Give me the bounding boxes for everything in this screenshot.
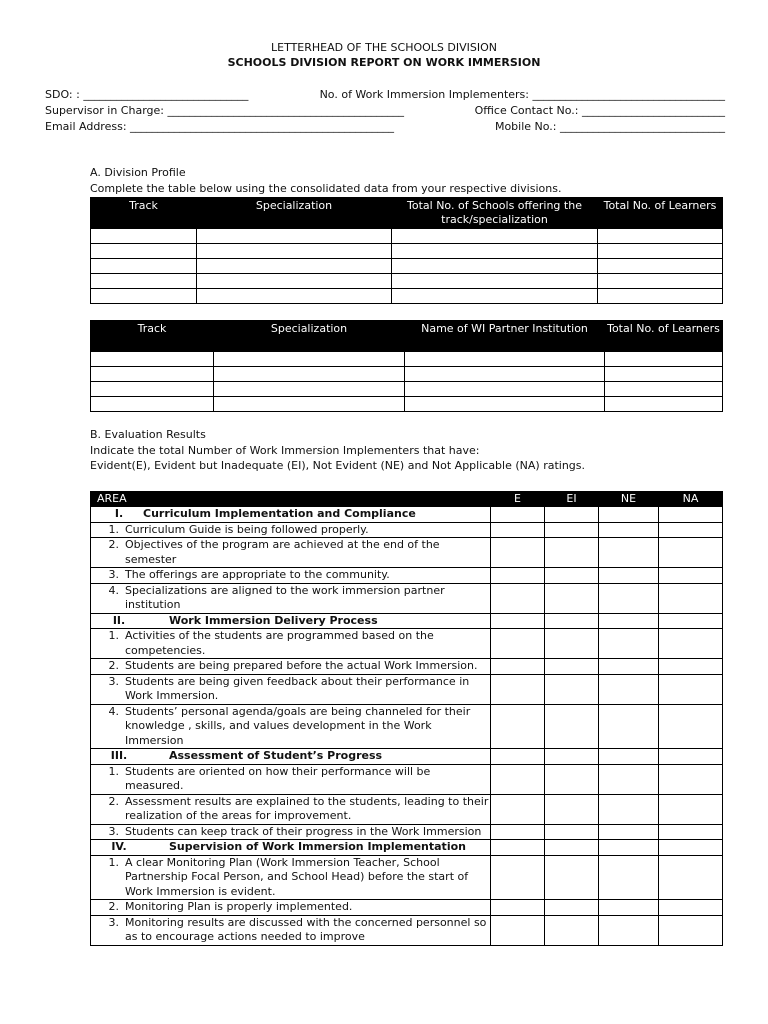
table-cell[interactable] (197, 244, 392, 259)
criterion-number: 1. (108, 764, 119, 778)
rating-cell-e[interactable] (491, 900, 545, 916)
table-cell[interactable] (598, 259, 723, 274)
rating-cell-na[interactable] (659, 674, 723, 704)
rating-cell-e[interactable] (491, 629, 545, 659)
letterhead-line: LETTERHEAD OF THE SCHOOLS DIVISION (270, 41, 497, 54)
criterion-number: 4. (108, 704, 119, 718)
criterion-text: Assessment results are explained to the students, leading to their realization of the areas for improvement. (125, 794, 489, 822)
table-cell[interactable] (392, 229, 598, 244)
rating-cell-na[interactable] (659, 840, 723, 856)
criterion (95, 675, 490, 704)
table-cell[interactable] (392, 289, 598, 304)
rating-cell-ei[interactable] (545, 583, 599, 613)
table-cell[interactable] (91, 367, 214, 382)
field-row-2 (45, 103, 725, 119)
rating-cell-na[interactable] (659, 613, 723, 629)
rating-cell-ne[interactable] (599, 749, 659, 765)
table-cell[interactable] (91, 259, 197, 274)
table-cell[interactable] (392, 274, 598, 289)
rating-cell-e[interactable] (491, 840, 545, 856)
section-a-instruction: Complete the table below using the consolidated data from your respective divisions. (90, 182, 562, 195)
rating-cell-ne[interactable] (599, 629, 659, 659)
rating-cell-na[interactable] (659, 507, 723, 523)
criterion-text: Students are being given feedback about their performance in Work Immersion. (125, 674, 470, 702)
section-row (91, 507, 723, 523)
rating-cell-ne[interactable] (599, 613, 659, 629)
criterion-number: 2. (108, 538, 119, 551)
rating-cell-ne[interactable] (599, 764, 659, 794)
rating-cell-ei[interactable] (545, 915, 599, 945)
section-header-cell (91, 840, 491, 856)
criterion-row (91, 568, 723, 584)
criterion-number: 3. (108, 674, 119, 688)
section-header-cell (91, 507, 491, 523)
section-heading (95, 507, 490, 522)
table-cell[interactable] (405, 382, 605, 397)
table-cell[interactable] (197, 229, 392, 244)
table-cell[interactable] (91, 244, 197, 259)
section-title: Supervision of Work Immersion Implementation (169, 840, 466, 853)
rating-cell-ne[interactable] (599, 568, 659, 584)
evaluation-results-table (90, 491, 723, 946)
col-header-na: NA (659, 492, 723, 507)
table-cell[interactable] (91, 274, 197, 289)
rating-cell-ne[interactable] (599, 659, 659, 675)
col-header-specialization: Specialization (214, 321, 405, 352)
rating-cell-ei[interactable] (545, 855, 599, 900)
rating-cell-ne[interactable] (599, 522, 659, 538)
col-header-ne: NE (599, 492, 659, 507)
section-title: Assessment of Student’s Progress (169, 749, 383, 762)
rating-cell-e[interactable] (491, 659, 545, 675)
criterion (95, 584, 490, 613)
section-b-line2: Evident(E), Evident but Inadequate (EI), Not Evident (NE) and Not Applicable (NA) ratings. (90, 459, 586, 472)
criterion (95, 825, 490, 840)
rating-cell-ei[interactable] (545, 522, 599, 538)
table-row (91, 259, 723, 274)
criterion-row (91, 704, 723, 749)
criterion (95, 568, 490, 583)
rating-cell-ei[interactable] (545, 794, 599, 824)
section-heading (95, 749, 490, 764)
field-row-3 (45, 119, 725, 135)
table-cell[interactable] (197, 259, 392, 274)
section-numeral: I. (114, 507, 124, 520)
criterion-number: 2. (108, 900, 119, 913)
criterion-number: 1. (108, 629, 119, 642)
table-cell[interactable] (91, 382, 214, 397)
criterion-cell (91, 915, 491, 945)
rating-cell-ei[interactable] (545, 659, 599, 675)
criterion-text: Students are oriented on how their performance will be measured. (125, 764, 431, 792)
col-header-specialization: Specialization (197, 198, 392, 229)
rating-cell-e[interactable] (491, 522, 545, 538)
rating-cell-e[interactable] (491, 568, 545, 584)
rating-cell-e[interactable] (491, 794, 545, 824)
criterion-number: 3. (108, 824, 119, 838)
rating-cell-e[interactable] (491, 613, 545, 629)
section-numeral: IV. (111, 840, 127, 853)
rating-cell-ne[interactable] (599, 583, 659, 613)
col-header-track: Track (91, 198, 197, 229)
criterion (95, 523, 490, 538)
section-row (91, 840, 723, 856)
criterion-row (91, 915, 723, 945)
criterion-number: 1. (108, 522, 119, 536)
criterion (95, 795, 490, 824)
division-profile-table (90, 197, 723, 304)
col-header-total-schools: Total No. of Schools offering the track/specialization (392, 198, 598, 229)
criterion-cell (91, 794, 491, 824)
rating-cell-ei[interactable] (545, 764, 599, 794)
implementers-field[interactable]: No. of Work Immersion Implementers: ___________________________________ (319, 88, 725, 101)
table-cell[interactable] (392, 259, 598, 274)
rating-cell-na[interactable] (659, 764, 723, 794)
criterion-text: Specializations are aligned to the work immersion partner institution (125, 583, 445, 611)
criterion-text: Monitoring results are discussed with the concerned personnel so as to encourage actions needed to improve (125, 915, 487, 943)
criterion (95, 659, 490, 674)
rating-cell-ei[interactable] (545, 840, 599, 856)
table-row (91, 382, 723, 397)
criterion-cell (91, 538, 491, 568)
rating-cell-na[interactable] (659, 538, 723, 568)
table-row (91, 244, 723, 259)
section-b-title: B. Evaluation Results (90, 428, 206, 441)
mobile-field[interactable]: Mobile No.: ______________________________ (494, 120, 725, 133)
criterion-text: Students can keep track of their progress in the Work Immersion (125, 824, 482, 838)
section-title: Curriculum Implementation and Compliance (143, 507, 416, 520)
section-title: Work Immersion Delivery Process (169, 613, 378, 627)
criterion-text: Activities of the students are programmed based on the competencies. (125, 629, 434, 657)
col-header-e: E (491, 492, 545, 507)
criterion-number: 3. (108, 915, 119, 929)
criterion-row (91, 794, 723, 824)
table-cell[interactable] (197, 274, 392, 289)
table-cell[interactable] (214, 367, 405, 382)
rating-cell-na[interactable] (659, 824, 723, 840)
criterion-text: Students’ personal agenda/goals are being channeled for their knowledge , skills, and values development in the Work Immersion (125, 704, 471, 747)
criterion-cell (91, 824, 491, 840)
table-cell[interactable] (598, 274, 723, 289)
rating-cell-na[interactable] (659, 568, 723, 584)
criterion-text: Curriculum Guide is being followed properly. (125, 522, 369, 536)
table-cell[interactable] (605, 397, 723, 412)
criterion (95, 856, 490, 900)
criterion-number: 2. (108, 794, 119, 808)
criterion (95, 705, 490, 749)
col-header-partner-institution: Name of WI Partner Institution (405, 321, 605, 352)
rating-cell-e[interactable] (491, 507, 545, 523)
rating-cell-ei[interactable] (545, 538, 599, 568)
supervisor-field[interactable]: Supervisor in Charge: ___________________________________________ (45, 104, 404, 117)
criterion-row (91, 764, 723, 794)
rating-cell-e[interactable] (491, 674, 545, 704)
rating-cell-ne[interactable] (599, 855, 659, 900)
rating-cell-ne[interactable] (599, 507, 659, 523)
rating-cell-ei[interactable] (545, 507, 599, 523)
info-fields (45, 87, 725, 135)
rating-cell-e[interactable] (491, 583, 545, 613)
col-header-track: Track (91, 321, 214, 352)
rating-cell-ei[interactable] (545, 749, 599, 765)
rating-cell-ne[interactable] (599, 824, 659, 840)
rating-cell-na[interactable] (659, 704, 723, 749)
table-cell[interactable] (214, 397, 405, 412)
criterion-cell (91, 674, 491, 704)
rating-cell-ne[interactable] (599, 674, 659, 704)
rating-cell-na[interactable] (659, 629, 723, 659)
criterion-row (91, 659, 723, 675)
table-row (91, 397, 723, 412)
criterion (95, 900, 490, 915)
rating-cell-e[interactable] (491, 764, 545, 794)
table-cell[interactable] (214, 352, 405, 367)
rating-cell-ne[interactable] (599, 538, 659, 568)
criterion-row (91, 583, 723, 613)
criterion-text: The offerings are appropriate to the community. (125, 568, 390, 581)
col-header-ei: EI (545, 492, 599, 507)
criterion-cell (91, 764, 491, 794)
table-row (91, 352, 723, 367)
rating-cell-e[interactable] (491, 855, 545, 900)
criterion-row (91, 674, 723, 704)
criterion-row (91, 900, 723, 916)
table-row (91, 289, 723, 304)
rating-cell-na[interactable] (659, 794, 723, 824)
rating-cell-na[interactable] (659, 855, 723, 900)
col-header-total-learners: Total No. of Learners (598, 198, 723, 229)
rating-cell-na[interactable] (659, 522, 723, 538)
criterion (95, 765, 490, 794)
rating-cell-e[interactable] (491, 915, 545, 945)
section-a-title: A. Division Profile (90, 166, 186, 179)
table-cell[interactable] (598, 229, 723, 244)
rating-cell-e[interactable] (491, 704, 545, 749)
criterion-number: 3. (108, 568, 119, 581)
rating-cell-ne[interactable] (599, 900, 659, 916)
rating-cell-na[interactable] (659, 583, 723, 613)
table-cell[interactable] (91, 397, 214, 412)
col-header-area: AREA (91, 492, 491, 507)
office-contact-field[interactable]: Office Contact No.: __________________________ (474, 104, 725, 117)
field-row-1 (45, 87, 725, 103)
criterion-cell (91, 659, 491, 675)
rating-cell-ei[interactable] (545, 674, 599, 704)
criterion-cell (91, 568, 491, 584)
table-cell[interactable] (598, 244, 723, 259)
table-cell[interactable] (605, 382, 723, 397)
criterion-cell (91, 583, 491, 613)
table-cell[interactable] (197, 289, 392, 304)
col-header-total-learners: Total No. of Learners (605, 321, 723, 352)
rating-cell-na[interactable] (659, 900, 723, 916)
criterion-text: Students are being prepared before the actual Work Immersion. (125, 659, 478, 672)
section-row (91, 749, 723, 765)
criterion (95, 916, 490, 945)
section-numeral: II. (112, 613, 126, 627)
section-heading (95, 614, 490, 629)
email-field[interactable]: Email Address: ________________________________________________ (45, 120, 395, 133)
rating-cell-ei[interactable] (545, 613, 599, 629)
rating-cell-e[interactable] (491, 749, 545, 765)
section-numeral: III. (110, 749, 128, 762)
criterion-row (91, 824, 723, 840)
section-row (91, 613, 723, 629)
rating-cell-na[interactable] (659, 659, 723, 675)
rating-cell-e[interactable] (491, 824, 545, 840)
criterion (95, 538, 490, 567)
table-cell[interactable] (605, 367, 723, 382)
criterion-text: A clear Monitoring Plan (Work Immersion Teacher, School Partnership Focal Person, and School Head) before the start of Work Immersion is evident. (125, 855, 469, 898)
rating-cell-na[interactable] (659, 749, 723, 765)
rating-cell-ei[interactable] (545, 629, 599, 659)
section-header-cell (91, 613, 491, 629)
criterion-text: Objectives of the program are achieved at the end of the semester (125, 538, 440, 566)
table-cell[interactable] (91, 289, 197, 304)
criterion-text: Monitoring Plan is properly implemented. (125, 900, 353, 913)
partner-institution-table (90, 320, 723, 412)
table-row (91, 274, 723, 289)
table-cell[interactable] (605, 352, 723, 367)
table-row (91, 229, 723, 244)
table-cell[interactable] (214, 382, 405, 397)
criterion-cell (91, 629, 491, 659)
table-cell[interactable] (91, 229, 197, 244)
criterion-cell (91, 522, 491, 538)
rating-cell-e[interactable] (491, 538, 545, 568)
rating-cell-ei[interactable] (545, 568, 599, 584)
table-cell[interactable] (392, 244, 598, 259)
rating-cell-na[interactable] (659, 915, 723, 945)
criterion-cell (91, 704, 491, 749)
criterion-row (91, 522, 723, 538)
table-row (91, 367, 723, 382)
table-cell[interactable] (91, 352, 214, 367)
criterion-number: 2. (108, 659, 119, 672)
rating-cell-ne[interactable] (599, 840, 659, 856)
table-cell[interactable] (405, 397, 605, 412)
rating-cell-ne[interactable] (599, 704, 659, 749)
table-cell[interactable] (405, 352, 605, 367)
table-cell[interactable] (405, 367, 605, 382)
section-heading (95, 840, 490, 855)
criterion-cell (91, 900, 491, 916)
criterion-row (91, 538, 723, 568)
criterion-cell (91, 855, 491, 900)
rating-cell-ne[interactable] (599, 794, 659, 824)
criterion-row (91, 855, 723, 900)
report-title: SCHOOLS DIVISION REPORT ON WORK IMMERSION (227, 56, 541, 69)
sdo-field[interactable]: SDO: : ______________________________ (45, 88, 249, 101)
rating-cell-ei[interactable] (545, 704, 599, 749)
criterion-number: 4. (108, 583, 119, 597)
criterion-number: 1. (108, 855, 119, 869)
rating-cell-ne[interactable] (599, 915, 659, 945)
section-header-cell (91, 749, 491, 765)
table-cell[interactable] (598, 289, 723, 304)
section-b-line1: Indicate the total Number of Work Immersion Implementers that have: (90, 444, 480, 457)
rating-cell-ei[interactable] (545, 900, 599, 916)
criterion-row (91, 629, 723, 659)
rating-cell-ei[interactable] (545, 824, 599, 840)
criterion (95, 629, 490, 658)
